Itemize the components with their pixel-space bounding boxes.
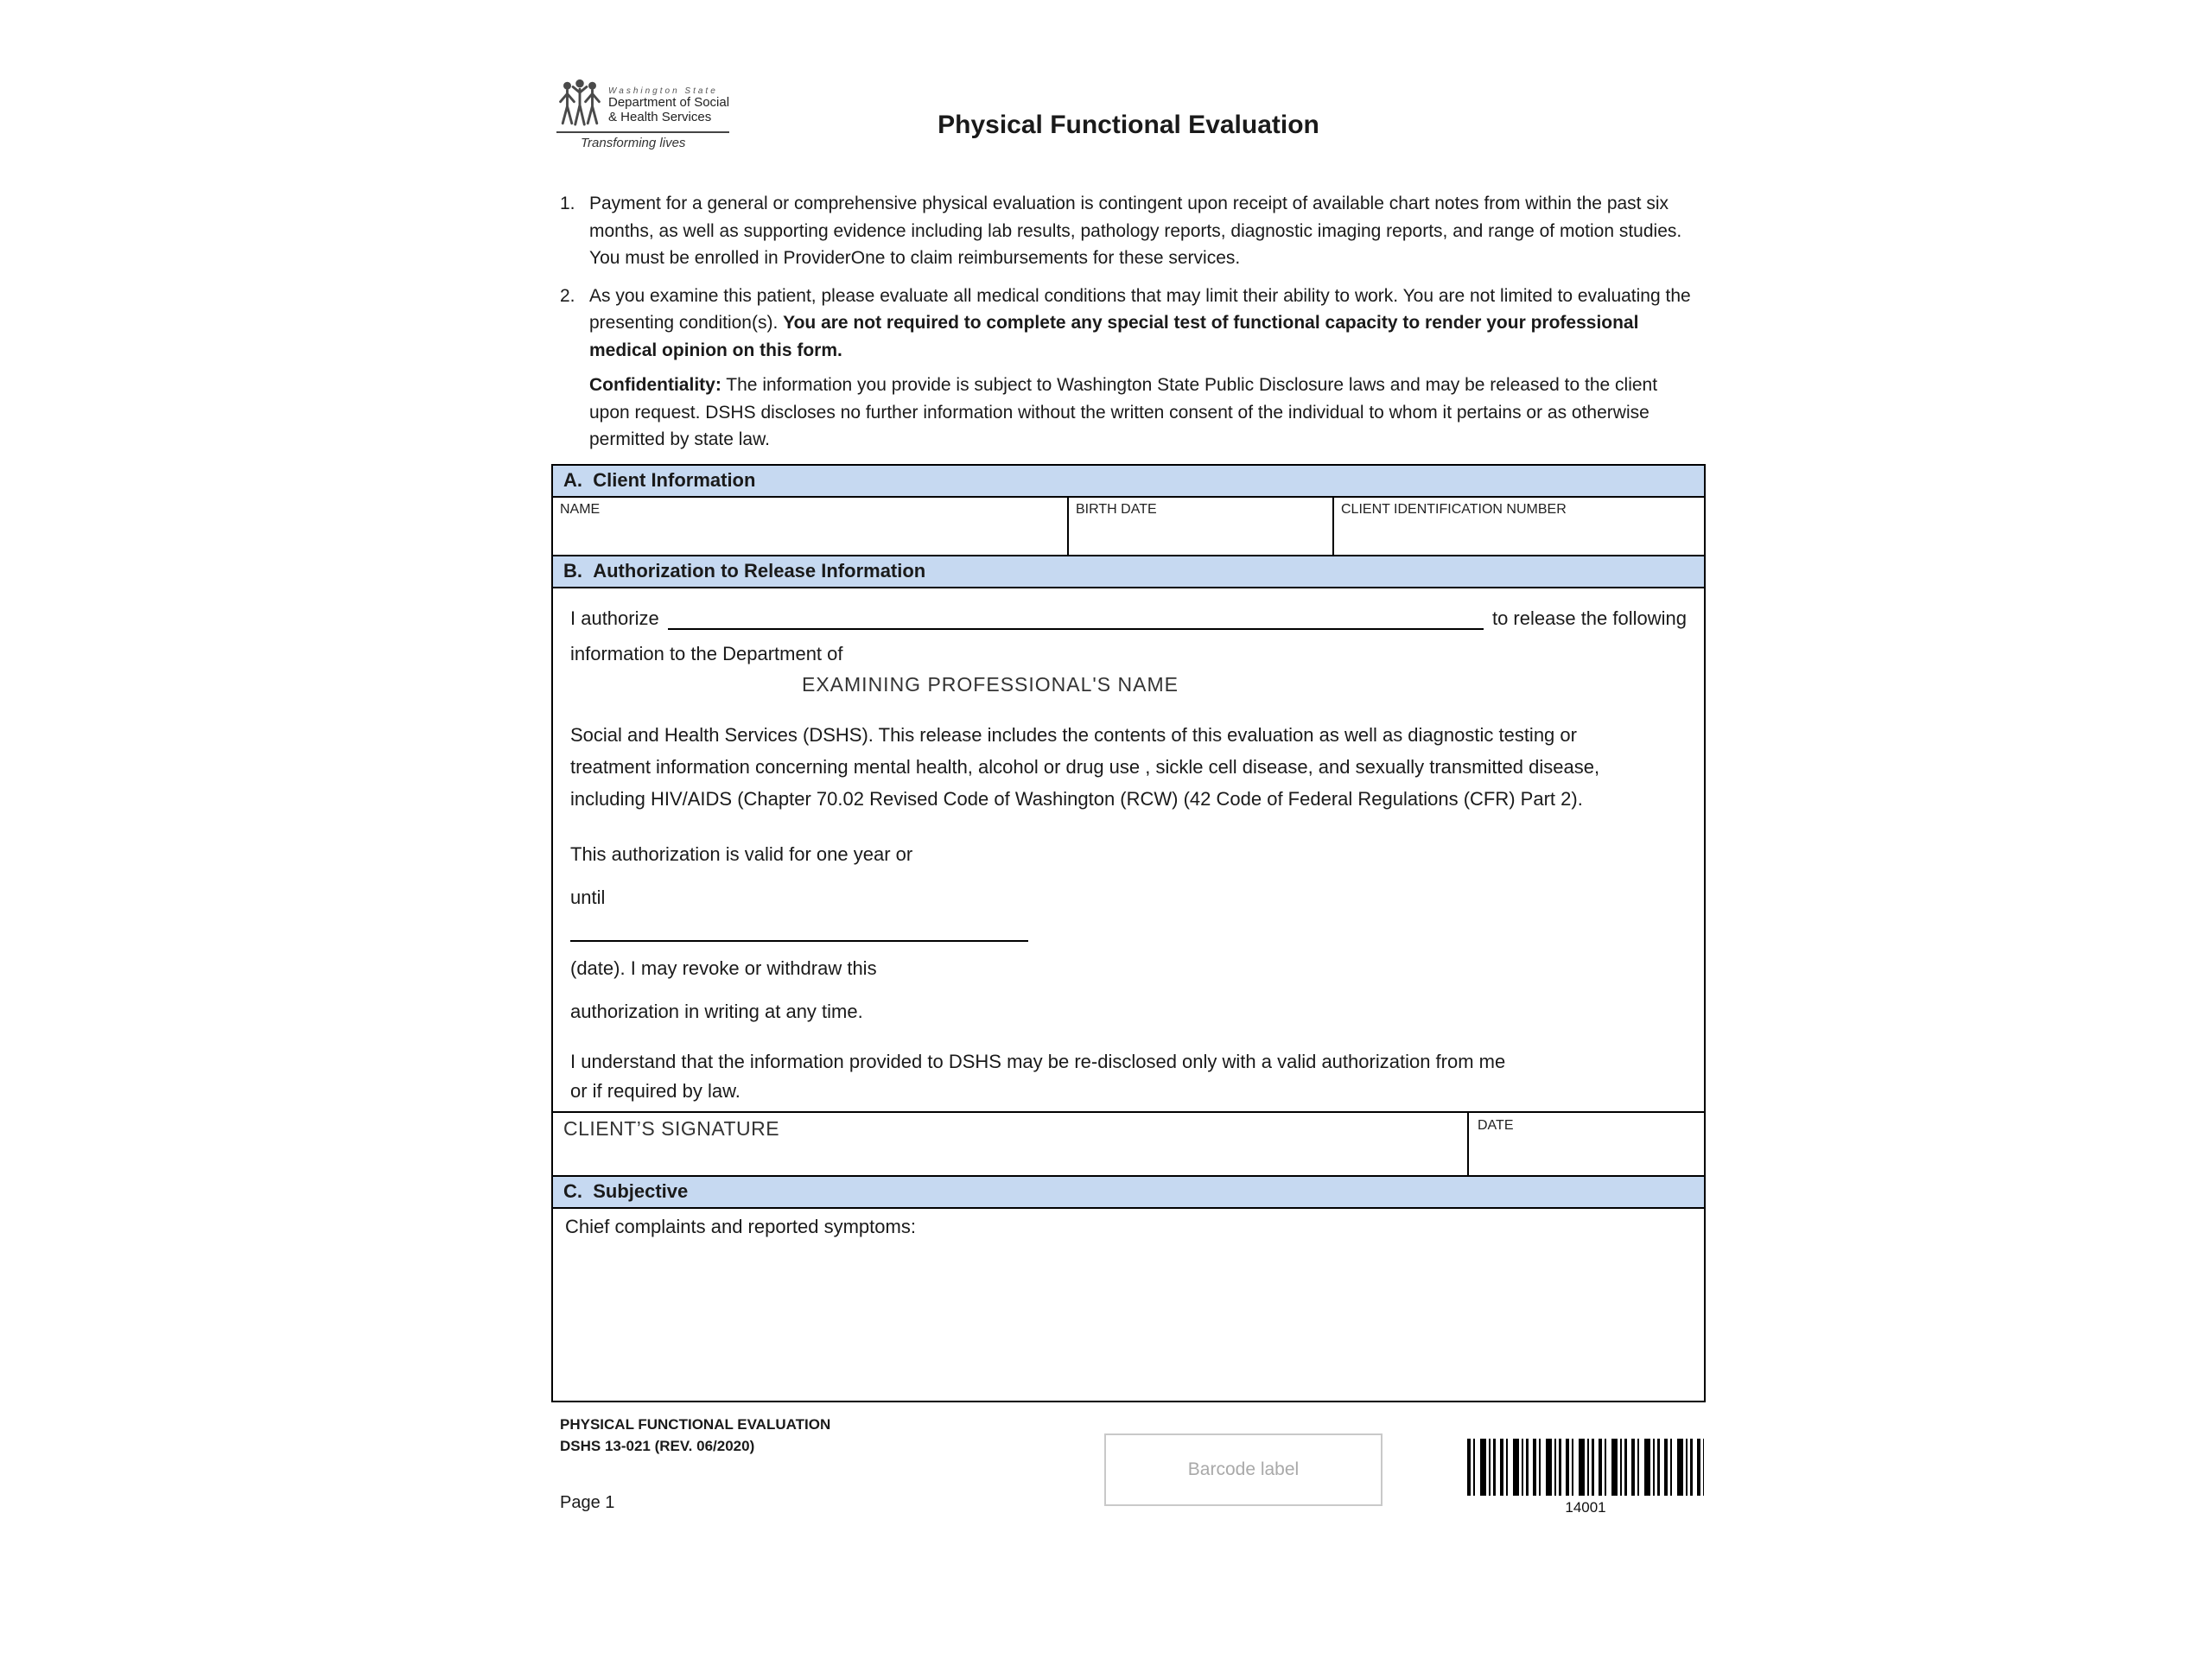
- instruction-item-2: [551, 283, 1706, 454]
- client-signature-field[interactable]: [553, 1113, 1467, 1175]
- section-c-header: C. Subjective: [553, 1175, 1704, 1209]
- barcode-icon: [1467, 1439, 1704, 1496]
- instruction-text: [589, 283, 1706, 454]
- understand-paragraph: I understand that the information provided to DSHS may be re-disclosed only with a valid authorization from me or if required by law.: [570, 1050, 1506, 1102]
- dshs-logo: [556, 78, 755, 150]
- instruction-number: 2.: [560, 285, 575, 306]
- client-id-field[interactable]: [1334, 498, 1704, 555]
- authorize-suffix: to release the following: [1491, 607, 1687, 629]
- instruction-item-1: [551, 190, 1706, 272]
- logo-divider: [556, 131, 729, 133]
- form-header: [551, 78, 1706, 183]
- logo-dept-line1: Department of Social: [608, 95, 730, 110]
- form-footer: [551, 1414, 1706, 1535]
- name-field-label: NAME: [560, 501, 601, 517]
- client-information-row: [553, 498, 1704, 555]
- barcode-block: [1467, 1439, 1704, 1516]
- signature-row: [553, 1111, 1704, 1175]
- instructions: [551, 190, 1706, 454]
- date-note-line-1: (date). I may revoke or withdraw this: [570, 957, 877, 979]
- valid-line-1: This authorization is valid for one year or: [570, 842, 913, 865]
- logo-dept-line2: & Health Services: [608, 109, 712, 124]
- client-id-field-label: CLIENT IDENTIFICATION NUMBER: [1341, 501, 1567, 517]
- logo-state-line: Washington State: [608, 86, 718, 96]
- confidentiality-text: The information you provide is subject to Washington State Public Disclosure laws and may be released to the client upon request. DSHS discloses no further information without the written consent of the individual to whom it pertains or as otherwise permitted by state law.: [589, 375, 1658, 449]
- instruction-text: [589, 190, 1706, 272]
- valid-line-2: until: [570, 886, 606, 908]
- signature-date-field[interactable]: [1467, 1113, 1704, 1175]
- confidentiality-label: Confidentiality:: [589, 375, 721, 395]
- footer-form-name: PHYSICAL FUNCTIONAL EVALUATION: [560, 1415, 831, 1433]
- footer-form-number: DSHS 13-021 (REV. 06/2020): [560, 1437, 755, 1454]
- barcode-number: 14001: [1565, 1498, 1606, 1516]
- release-paragraph: Social and Health Services (DSHS). This release includes the contents of this evaluation as well as diagnostic testing or treatment information concerning mental health, alcohol or drug use , sickle cell disease, and sexually transmitted disease, including HIV/AIDS (Chapter 70.02 Revised Code of Washington (RCW) (42 Code of Federal Regulations (CFR) Part 2).: [570, 723, 1600, 810]
- instruction-number: 1.: [560, 194, 575, 213]
- client-signature-label: CLIENT’S SIGNATURE: [563, 1116, 780, 1140]
- section-b-header: B. Authorization to Release Information: [553, 555, 1704, 588]
- authorize-prefix: I authorize: [570, 607, 659, 629]
- form-page: [551, 78, 1706, 1535]
- subjective-field[interactable]: [553, 1209, 1704, 1401]
- until-date-blank[interactable]: [570, 940, 1028, 942]
- instruction-1-text: Payment for a general or comprehensive physical evaluation is contingent upon receipt of available chart notes from within the past six months, as well as supporting evidence including lab results, pathology reports, diagnostic imaging reports, and range of motion studies. You must be enrolled in ProviderOne to claim reimbursements for these services.: [589, 194, 1682, 268]
- examining-professional-caption: EXAMINING PROFESSIONAL'S NAME: [802, 672, 1179, 696]
- signature-date-label: DATE: [1478, 1117, 1514, 1133]
- birth-date-field[interactable]: [1069, 498, 1334, 555]
- instruction-2-text: As you examine this patient, please evaluate all medical conditions that may limit their ability to work. You are not limited to evaluating the presenting condition(s).: [589, 285, 1691, 333]
- footer-identifiers: [560, 1414, 830, 1513]
- dshs-people-icon: [556, 78, 603, 128]
- confidentiality-paragraph: [589, 372, 1697, 454]
- barcode-label-text: Barcode label: [1187, 1459, 1300, 1479]
- page-number: Page 1: [560, 1493, 615, 1513]
- logo-tagline: Transforming lives: [581, 136, 686, 150]
- form-box: [551, 464, 1706, 1402]
- authorize-name-blank[interactable]: [668, 607, 1484, 630]
- birth-date-field-label: BIRTH DATE: [1076, 501, 1157, 517]
- dshs-logo-text: [608, 78, 729, 125]
- name-field[interactable]: [553, 498, 1069, 555]
- instruction-2-bold-text: You are not required to complete any special test of functional capacity to render your professional medical opinion on this form.: [589, 313, 1639, 360]
- barcode-label-placeholder: [1104, 1433, 1382, 1506]
- section-b-body: [553, 588, 1704, 1111]
- info-line: information to the Department of: [570, 642, 843, 664]
- subjective-prompt: Chief complaints and reported symptoms:: [565, 1215, 916, 1237]
- date-note-line-2: authorization in writing at any time.: [570, 1000, 863, 1022]
- section-a-header: A. Client Information: [553, 466, 1704, 498]
- page-title: Physical Functional Evaluation: [938, 111, 1319, 139]
- authorize-line: [570, 607, 1690, 630]
